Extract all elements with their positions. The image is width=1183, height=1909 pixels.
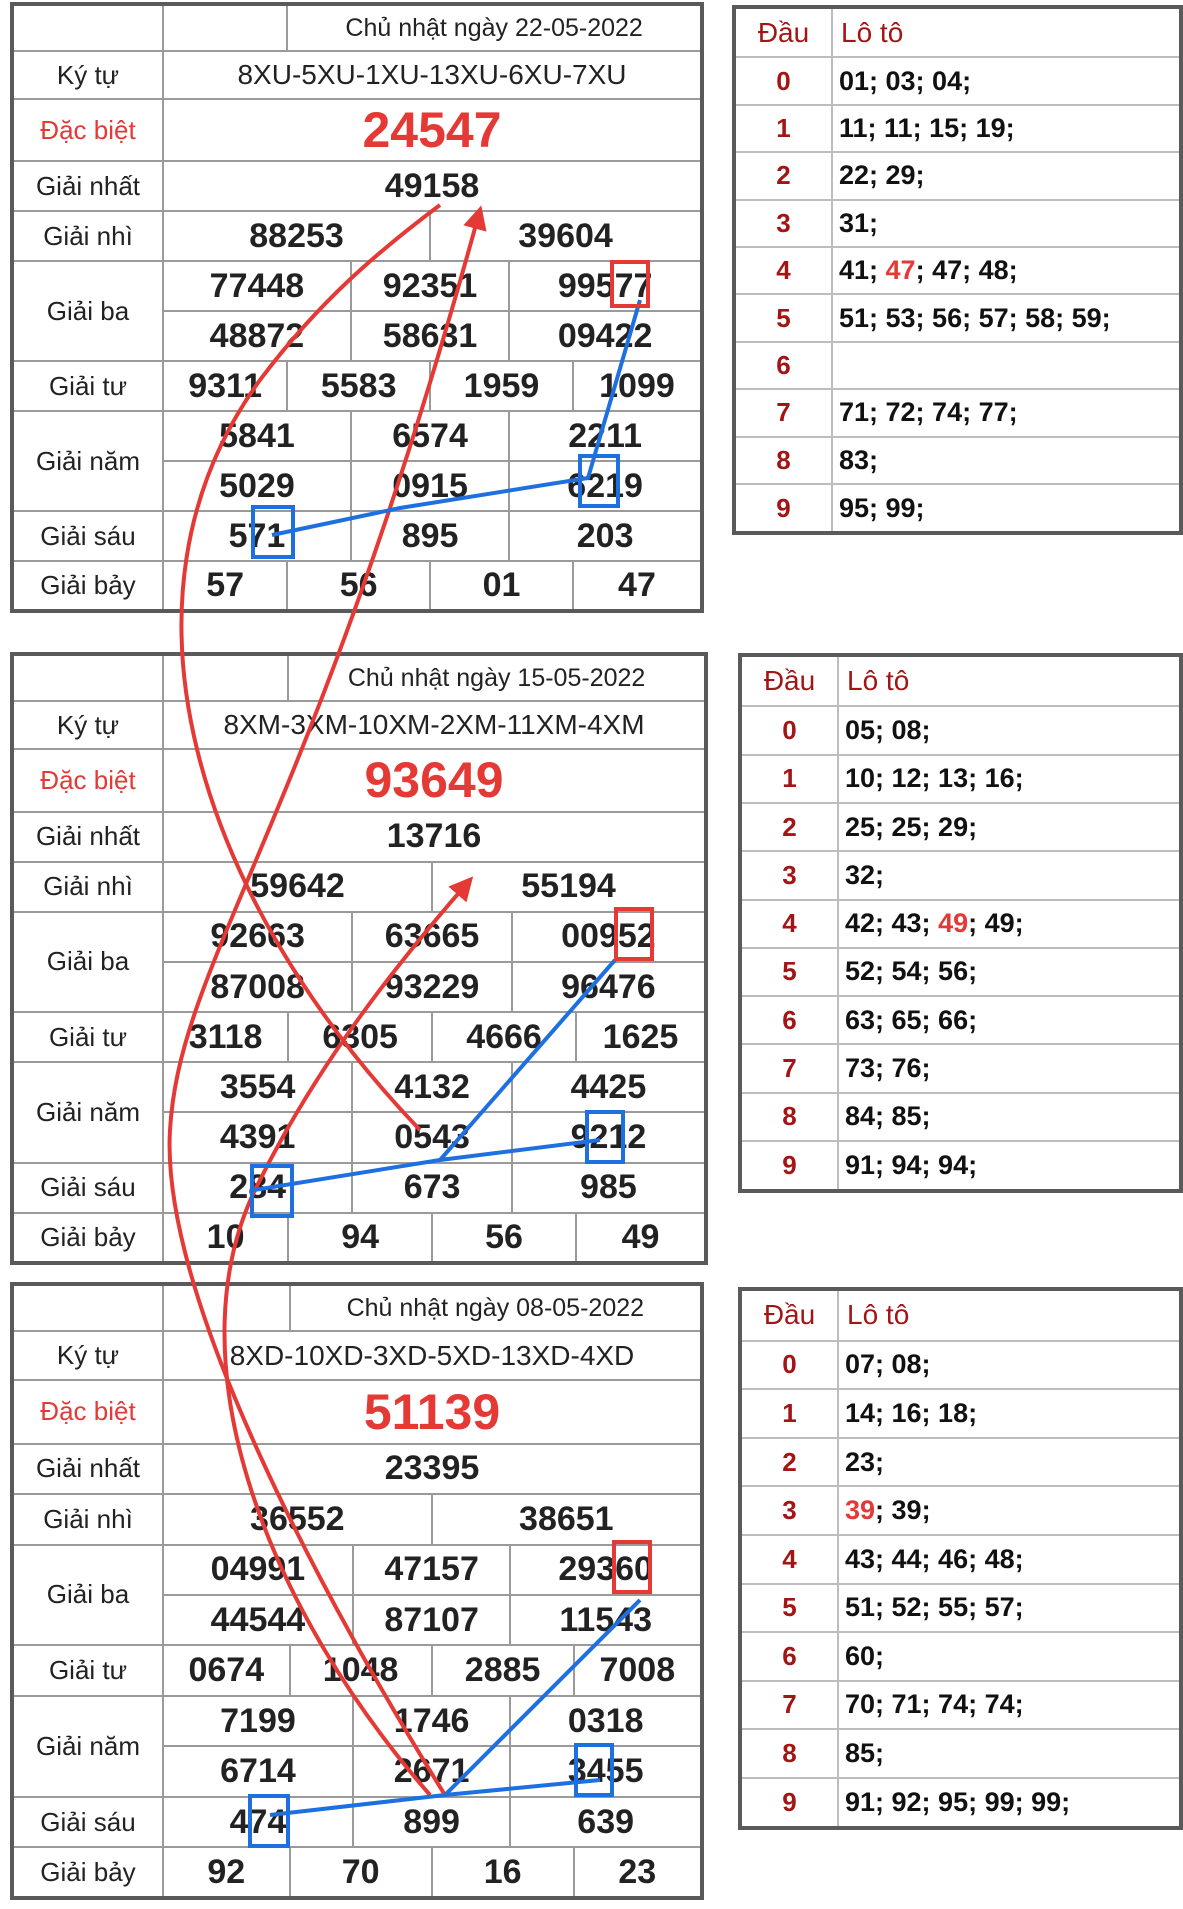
loto-text: 10; 12; 13; 16; [845, 763, 1024, 794]
sixth-prize: 895 [351, 511, 509, 561]
fifth-prize: 5029 [163, 461, 351, 511]
seventh-prize: 94 [288, 1213, 432, 1263]
header-dau: Đầu [740, 1289, 838, 1341]
loto-values [832, 294, 1181, 341]
loto-head-digit: 5 [740, 1584, 838, 1633]
loto-highlight: 47 [885, 255, 916, 286]
loto-head-digit: 6 [740, 1632, 838, 1681]
seventh-prize: 23 [574, 1847, 702, 1898]
loto-head-digit: 0 [740, 1341, 838, 1390]
loto-values [832, 152, 1181, 199]
fourth-prize: 1959 [430, 361, 573, 411]
loto-head-digit: 2 [740, 1438, 838, 1487]
loto-values [838, 1681, 1181, 1730]
fifth-prize: 3455 [510, 1746, 702, 1796]
seventh-prize: 10 [163, 1213, 288, 1263]
loto-text: 91; 92; 95; 99; 99; [845, 1786, 1071, 1817]
loto-text: 22; 29; [839, 160, 925, 191]
loto-values [838, 1093, 1181, 1141]
sixth-prize: 639 [510, 1797, 702, 1847]
loto-head-digit: 0 [734, 57, 832, 104]
loto-head-digit: 7 [740, 1044, 838, 1092]
loto-text: 01; 03; 04; [839, 65, 972, 96]
result-panel-1 [10, 652, 708, 1265]
sixth-prize: 284 [163, 1163, 352, 1213]
loto-text: 95; 99; [839, 492, 925, 523]
third-prize: 09422 [509, 311, 702, 361]
third-prize: 92663 [163, 912, 352, 962]
fifth-prize: 4132 [352, 1062, 512, 1112]
loto-text: 41; [839, 255, 886, 286]
loto-text: 32; [845, 859, 885, 890]
header-loto: Lô tô [838, 1289, 1181, 1341]
seventh-prize: 70 [290, 1847, 432, 1898]
header-loto: Lô tô [838, 655, 1181, 706]
label-giai-ba: Giải ba [12, 261, 163, 361]
sixth-prize: 474 [163, 1797, 353, 1847]
loto-table [732, 5, 1183, 535]
loto-text: 51; 52; 55; 57; [845, 1592, 1024, 1623]
fifth-prize: 7199 [163, 1696, 353, 1746]
loto-table [738, 1287, 1183, 1830]
third-prize: 99577 [509, 261, 702, 311]
loto-head-digit: 9 [740, 1778, 838, 1828]
result-panel-0 [10, 2, 704, 613]
label-giai-nhi: Giải nhì [12, 211, 163, 261]
loto-values [838, 996, 1181, 1044]
header-loto: Lô tô [832, 7, 1181, 57]
loto-values [832, 342, 1181, 389]
loto-values [838, 1044, 1181, 1092]
corner-cell [12, 4, 163, 51]
fourth-prize: 6305 [288, 1012, 432, 1062]
label-giai-nam: Giải năm [12, 1062, 163, 1162]
special-prize: 93649 [163, 749, 706, 811]
label-giai-ba: Giải ba [12, 912, 163, 1012]
fifth-prize: 6714 [163, 1746, 353, 1796]
loto-values [838, 851, 1181, 899]
label-giai-sau: Giải sáu [12, 1797, 163, 1847]
corner-cell [12, 1284, 163, 1331]
label-giai-bay: Giải bảy [12, 561, 163, 611]
loto-head-digit: 1 [734, 105, 832, 152]
label-giai-ba: Giải ba [12, 1545, 163, 1646]
loto-text: ; 47; 48; [915, 255, 1018, 286]
fifth-prize: 5841 [163, 411, 351, 461]
loto-text: 91; 94; 94; [845, 1150, 978, 1181]
seventh-prize: 92 [163, 1847, 290, 1898]
loto-text: 60; [845, 1640, 885, 1671]
loto-values [838, 948, 1181, 996]
loto-head-digit: 6 [740, 996, 838, 1044]
label-giai-tu: Giải tư [12, 1645, 163, 1695]
third-prize: 87107 [353, 1595, 510, 1645]
loto-values [838, 900, 1181, 948]
fifth-prize: 0915 [351, 461, 509, 511]
loto-values [838, 1438, 1181, 1487]
loto-head-digit: 2 [734, 152, 832, 199]
sixth-prize: 203 [509, 511, 702, 561]
loto-text: 70; 71; 74; 74; [845, 1689, 1024, 1720]
second-prize: 38651 [432, 1494, 702, 1544]
fifth-prize: 4391 [163, 1112, 352, 1162]
fourth-prize: 3118 [163, 1012, 288, 1062]
loto-text: 11; 11; 15; 19; [839, 112, 1015, 143]
fifth-prize: 0318 [510, 1696, 702, 1746]
seventh-prize: 16 [432, 1847, 574, 1898]
header-dau: Đầu [740, 655, 838, 706]
loto-values [838, 1141, 1181, 1191]
loto-text: 71; 72; 74; 77; [839, 397, 1018, 428]
loto-head-digit: 2 [740, 803, 838, 851]
label-dac-biet: Đặc biệt [12, 749, 163, 811]
loto-values [838, 1535, 1181, 1584]
label-giai-bay: Giải bảy [12, 1847, 163, 1898]
label-giai-nam: Giải năm [12, 1696, 163, 1797]
fifth-prize: 3554 [163, 1062, 352, 1112]
seventh-prize: 01 [430, 561, 573, 611]
label-giai-tu: Giải tư [12, 361, 163, 411]
fourth-prize: 4666 [432, 1012, 576, 1062]
fourth-prize: 1625 [576, 1012, 706, 1062]
third-prize: 77448 [163, 261, 351, 311]
loto-head-digit: 8 [740, 1093, 838, 1141]
loto-text: 31; [839, 207, 879, 238]
sixth-prize: 673 [352, 1163, 512, 1213]
label-dac-biet: Đặc biệt [12, 99, 163, 161]
label-ky-tu: Ký tự [12, 1331, 163, 1379]
third-prize: 48872 [163, 311, 351, 361]
loto-head-digit: 5 [740, 948, 838, 996]
third-prize: 93229 [352, 962, 512, 1012]
loto-head-digit: 8 [740, 1729, 838, 1778]
loto-text: 23; [845, 1446, 885, 1477]
second-prize: 88253 [163, 211, 430, 261]
loto-values [838, 706, 1181, 754]
draw-date: Chủ nhật ngày 08-05-2022 [290, 1284, 702, 1331]
loto-values [838, 1584, 1181, 1633]
label-giai-nhat: Giải nhất [12, 161, 163, 211]
loto-panel-2 [738, 1287, 1183, 1830]
label-giai-nhat: Giải nhất [12, 812, 163, 862]
second-prize: 55194 [432, 862, 706, 912]
fourth-prize: 1099 [573, 361, 702, 411]
loto-text: 25; 25; 29; [845, 811, 978, 842]
label-ky-tu: Ký tự [12, 51, 163, 99]
loto-values [832, 437, 1181, 484]
loto-text: 84; 85; [845, 1101, 931, 1132]
loto-head-digit: 5 [734, 294, 832, 341]
symbol-code: 8XM-3XM-10XM-2XM-11XM-4XM [163, 701, 706, 749]
loto-text: ; 39; [875, 1495, 931, 1526]
second-prize: 36552 [163, 1494, 432, 1544]
loto-text: 05; 08; [845, 714, 931, 745]
first-prize: 49158 [163, 161, 702, 211]
loto-text: 42; 43; [845, 908, 939, 939]
loto-text: 51; 53; 56; 57; 58; 59; [839, 302, 1111, 333]
first-prize: 13716 [163, 812, 706, 862]
loto-head-digit: 3 [740, 851, 838, 899]
loto-text: 83; [839, 444, 879, 475]
third-prize: 29360 [510, 1545, 702, 1595]
fourth-prize: 2885 [432, 1645, 574, 1695]
third-prize: 04991 [163, 1545, 353, 1595]
loto-head-digit: 0 [740, 706, 838, 754]
loto-values [832, 247, 1181, 294]
loto-values [832, 105, 1181, 152]
fourth-prize: 5583 [287, 361, 430, 411]
third-prize: 00952 [512, 912, 706, 962]
loto-head-digit: 7 [740, 1681, 838, 1730]
result-table [10, 652, 708, 1265]
third-prize: 58631 [351, 311, 509, 361]
fifth-prize: 2211 [509, 411, 702, 461]
label-giai-nhat: Giải nhất [12, 1444, 163, 1494]
loto-text: 14; 16; 18; [845, 1397, 978, 1428]
fifth-prize: 2671 [353, 1746, 510, 1796]
loto-head-digit: 4 [740, 1535, 838, 1584]
loto-values [838, 1729, 1181, 1778]
loto-head-digit: 1 [740, 1389, 838, 1438]
sixth-prize: 899 [353, 1797, 510, 1847]
loto-head-digit: 4 [740, 900, 838, 948]
loto-table [738, 653, 1183, 1193]
loto-highlight: 49 [938, 908, 969, 939]
loto-text: 63; 65; 66; [845, 1004, 978, 1035]
loto-values [832, 57, 1181, 104]
result-table [10, 2, 704, 613]
fifth-prize: 0543 [352, 1112, 512, 1162]
label-ky-tu: Ký tự [12, 701, 163, 749]
loto-head-digit: 3 [740, 1486, 838, 1535]
third-prize: 96476 [512, 962, 706, 1012]
loto-values [838, 1778, 1181, 1828]
loto-text: 52; 54; 56; [845, 956, 978, 987]
loto-panel-1 [738, 653, 1183, 1193]
header-dau: Đầu [734, 7, 832, 57]
label-giai-nhi: Giải nhì [12, 1494, 163, 1544]
fifth-prize: 6219 [509, 461, 702, 511]
loto-values [832, 484, 1181, 533]
third-prize: 87008 [163, 962, 352, 1012]
result-panel-2 [10, 1282, 704, 1900]
loto-text: 07; 08; [845, 1349, 931, 1380]
loto-text: 73; 76; [845, 1053, 931, 1084]
sixth-prize: 985 [512, 1163, 706, 1213]
loto-values [838, 755, 1181, 803]
seventh-prize: 47 [573, 561, 702, 611]
label-giai-sau: Giải sáu [12, 1163, 163, 1213]
third-prize: 92351 [351, 261, 509, 311]
loto-highlight: 39 [845, 1495, 876, 1526]
loto-values [838, 1341, 1181, 1390]
fourth-prize: 0674 [163, 1645, 290, 1695]
third-prize: 47157 [353, 1545, 510, 1595]
seventh-prize: 56 [287, 561, 430, 611]
loto-values [838, 1632, 1181, 1681]
label-dac-biet: Đặc biệt [12, 1380, 163, 1444]
seventh-prize: 57 [163, 561, 287, 611]
fourth-prize: 7008 [574, 1645, 702, 1695]
fourth-prize: 9311 [163, 361, 287, 411]
draw-date: Chủ nhật ngày 15-05-2022 [288, 654, 706, 701]
result-table [10, 1282, 704, 1900]
third-prize: 63665 [352, 912, 512, 962]
third-prize: 44544 [163, 1595, 353, 1645]
loto-head-digit: 4 [734, 247, 832, 294]
loto-head-digit: 6 [734, 342, 832, 389]
loto-head-digit: 3 [734, 200, 832, 247]
loto-text: 43; 44; 46; 48; [845, 1543, 1024, 1574]
label-giai-nam: Giải năm [12, 411, 163, 511]
fifth-prize: 1746 [353, 1696, 510, 1746]
loto-head-digit: 9 [740, 1141, 838, 1191]
special-prize: 51139 [163, 1380, 702, 1444]
symbol-code: 8XD-10XD-3XD-5XD-13XD-4XD [163, 1331, 702, 1379]
loto-values [838, 1486, 1181, 1535]
second-prize: 39604 [430, 211, 702, 261]
loto-values [838, 1389, 1181, 1438]
symbol-code: 8XU-5XU-1XU-13XU-6XU-7XU [163, 51, 702, 99]
sixth-prize: 571 [163, 511, 351, 561]
loto-head-digit: 9 [734, 484, 832, 533]
special-prize: 24547 [163, 99, 702, 161]
third-prize: 11543 [510, 1595, 702, 1645]
loto-head-digit: 8 [734, 437, 832, 484]
loto-head-digit: 1 [740, 755, 838, 803]
corner-cell [12, 654, 163, 701]
fifth-prize: 4425 [512, 1062, 706, 1112]
fifth-prize: 6574 [351, 411, 509, 461]
first-prize: 23395 [163, 1444, 702, 1494]
loto-values [832, 200, 1181, 247]
label-giai-tu: Giải tư [12, 1012, 163, 1062]
seventh-prize: 49 [576, 1213, 706, 1263]
fourth-prize: 1048 [290, 1645, 432, 1695]
label-giai-nhi: Giải nhì [12, 862, 163, 912]
draw-date: Chủ nhật ngày 22-05-2022 [287, 4, 702, 51]
loto-values [832, 389, 1181, 436]
second-prize: 59642 [163, 862, 432, 912]
label-giai-bay: Giải bảy [12, 1213, 163, 1263]
loto-head-digit: 7 [734, 389, 832, 436]
loto-text: ; 49; [968, 908, 1024, 939]
fifth-prize: 9212 [512, 1112, 706, 1162]
seventh-prize: 56 [432, 1213, 576, 1263]
loto-panel-0 [732, 5, 1183, 535]
loto-values [838, 803, 1181, 851]
label-giai-sau: Giải sáu [12, 511, 163, 561]
loto-text: 85; [845, 1738, 885, 1769]
